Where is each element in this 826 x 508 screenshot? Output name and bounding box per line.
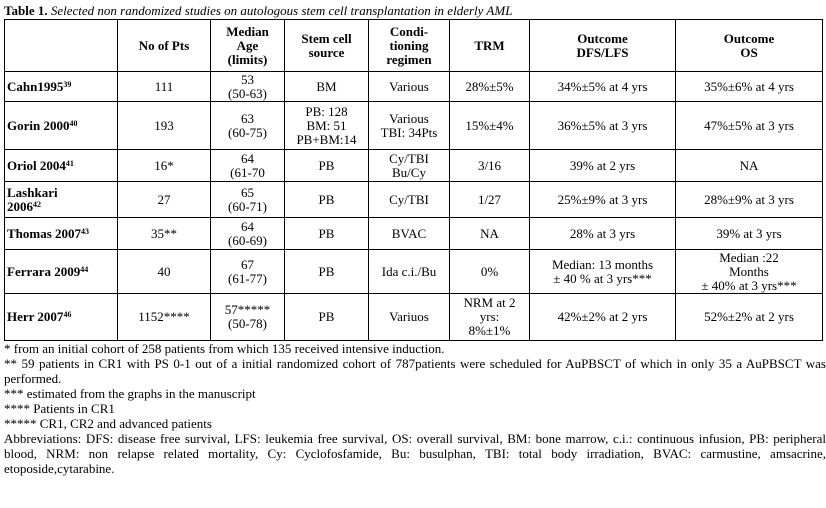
- table-body: [5, 72, 823, 341]
- trm-cell: NRM at 2 yrs: 8%±1%: [450, 294, 530, 341]
- footnote: Abbreviations: DFS: disease free survival, LFS: leukemia free survival, OS: overall survival, BM: bone marrow, c.i.: continuous infusion, PB: peripheral blood, NRM: non relapse related mortality, Cy: Cyclofosfamide, Bu: busulphan, TBI: total body irradiation, BVAC: carmustine, amsacrine, etoposide,cytarabine.: [4, 431, 826, 476]
- reference-number: 43: [81, 226, 90, 236]
- pts-cell: 16*: [118, 150, 211, 182]
- table-row: [5, 150, 823, 182]
- study-cell: [5, 182, 118, 218]
- age-cell: 53 (50-63): [211, 72, 285, 102]
- study-cell: [5, 72, 118, 102]
- source-cell: PB: [285, 182, 369, 218]
- header-trm: TRM: [450, 20, 530, 72]
- conditioning-cell: Ida c.i./Bu: [369, 250, 450, 294]
- study-cell: [5, 218, 118, 250]
- caption-text: Selected non randomized studies on autologous stem cell transplantation in elderly AML: [50, 3, 513, 18]
- study-name: Cahn1995: [7, 78, 64, 94]
- conditioning-cell: BVAC: [369, 218, 450, 250]
- conditioning-cell: Variuos: [369, 294, 450, 341]
- reference-number: 41: [65, 158, 74, 168]
- table-caption: [4, 0, 826, 19]
- conditioning-cell: Various: [369, 72, 450, 102]
- conditioning-cell: Various TBI: 34Pts: [369, 102, 450, 150]
- footnote: *** estimated from the graphs in the manuscript: [4, 386, 256, 401]
- footnote: ** 59 patients in CR1 with PS 0-1 out of a initial randomized cohort of 787patients were scheduled for AuPBSCT of which in only 35 a AuPBSCT was performed.: [4, 356, 826, 386]
- header-conditioning: Condi- tioning regimen: [369, 20, 450, 72]
- os-cell: 35%±6% at 4 yrs: [676, 72, 823, 102]
- pts-cell: 193: [118, 102, 211, 150]
- study-cell: [5, 102, 118, 150]
- trm-cell: 1/27: [450, 182, 530, 218]
- table-row: [5, 250, 823, 294]
- os-cell: 28%±9% at 3 yrs: [676, 182, 823, 218]
- study-cell: [5, 150, 118, 182]
- trm-cell: 15%±4%: [450, 102, 530, 150]
- os-cell: 39% at 3 yrs: [676, 218, 823, 250]
- conditioning-cell: Cy/TBI Bu/Cy: [369, 150, 450, 182]
- study-cell: [5, 250, 118, 294]
- age-cell: 64 (60-69): [211, 218, 285, 250]
- header-median-age: Median Age (limits): [211, 20, 285, 72]
- pts-cell: 27: [118, 182, 211, 218]
- footnote: ***** CR1, CR2 and advanced patients: [4, 416, 212, 431]
- table-row: [5, 294, 823, 341]
- trm-cell: NA: [450, 218, 530, 250]
- reference-number: 40: [69, 118, 78, 128]
- study-name: Thomas 2007: [7, 225, 82, 241]
- dfs-cell: Median: 13 months ± 40 % at 3 yrs***: [530, 250, 676, 294]
- footnote: * from an initial cohort of 258 patients from which 135 received intensive induction.: [4, 341, 445, 356]
- trm-cell: 3/16: [450, 150, 530, 182]
- os-cell: 47%±5% at 3 yrs: [676, 102, 823, 150]
- table-row: [5, 218, 823, 250]
- source-cell: PB: [285, 150, 369, 182]
- footnote: **** Patients in CR1: [4, 401, 115, 416]
- table-row: [5, 182, 823, 218]
- header-no-of-pts: No of Pts: [118, 20, 211, 72]
- study-name: Herr 2007: [7, 309, 64, 324]
- os-cell: NA: [676, 150, 823, 182]
- caption-label: Table 1.: [4, 3, 48, 18]
- study-name: Gorin 2000: [7, 117, 70, 133]
- age-cell: 67 (61-77): [211, 250, 285, 294]
- source-cell: PB: [285, 294, 369, 341]
- pts-cell: 1152****: [118, 294, 211, 341]
- pts-cell: 40: [118, 250, 211, 294]
- dfs-cell: 28% at 3 yrs: [530, 218, 676, 250]
- reference-number: 46: [63, 310, 72, 319]
- age-cell: 65 (60-71): [211, 182, 285, 218]
- header-stem-cell-source: Stem cell source: [285, 20, 369, 72]
- footnotes: [4, 341, 826, 476]
- reference-number: 39: [63, 79, 72, 89]
- studies-table: [4, 19, 823, 341]
- dfs-cell: 25%±9% at 3 yrs: [530, 182, 676, 218]
- age-cell: 57***** (50-78): [211, 294, 285, 341]
- dfs-cell: 39% at 2 yrs: [530, 150, 676, 182]
- source-cell: PB: 128 BM: 51 PB+BM:14: [285, 102, 369, 150]
- conditioning-cell: Cy/TBI: [369, 182, 450, 218]
- os-cell: Median :22 Months ± 40% at 3 yrs***: [676, 250, 823, 294]
- header-study: [5, 20, 118, 72]
- age-cell: 64 (61-70: [211, 150, 285, 182]
- study-name: Lashkari 2006: [7, 184, 58, 214]
- source-cell: BM: [285, 72, 369, 102]
- table-row: [5, 102, 823, 150]
- age-cell: 63 (60-75): [211, 102, 285, 150]
- source-cell: PB: [285, 218, 369, 250]
- pts-cell: 35**: [118, 218, 211, 250]
- dfs-cell: 36%±5% at 3 yrs: [530, 102, 676, 150]
- study-cell: [5, 294, 118, 341]
- header-row: [5, 20, 823, 72]
- pts-cell: 111: [118, 72, 211, 102]
- dfs-cell: 42%±2% at 2 yrs: [530, 294, 676, 341]
- trm-cell: 28%±5%: [450, 72, 530, 102]
- table-row: [5, 72, 823, 102]
- source-cell: PB: [285, 250, 369, 294]
- reference-number: 44: [80, 264, 89, 274]
- header-outcome-dfs: Outcome DFS/LFS: [530, 20, 676, 72]
- trm-cell: 0%: [450, 250, 530, 294]
- dfs-cell: 34%±5% at 4 yrs: [530, 72, 676, 102]
- study-name: Oriol 2004: [7, 157, 66, 173]
- os-cell: 52%±2% at 2 yrs: [676, 294, 823, 341]
- reference-number: 42: [33, 199, 41, 209]
- study-name: Ferrara 2009: [7, 263, 81, 279]
- header-outcome-os: Outcome OS: [676, 20, 823, 72]
